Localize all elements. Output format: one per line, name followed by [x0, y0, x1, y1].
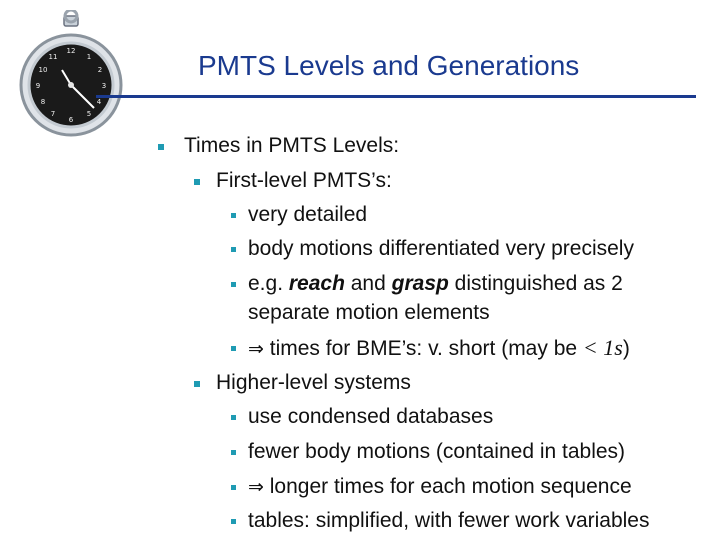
bullet-marker [231, 450, 236, 455]
bullet-marker [158, 144, 164, 150]
bullet-text: body motions differentiated very precisely [248, 237, 634, 260]
svg-text:9: 9 [35, 82, 41, 90]
implies-arrow-icon: ⇒ [248, 338, 264, 360]
bullet-text: and [344, 272, 392, 295]
svg-text:1: 1 [86, 53, 92, 61]
bullet-tables [248, 507, 649, 535]
svg-text:4: 4 [96, 98, 102, 106]
bullet-text: First-level PMTS’s: [216, 169, 392, 192]
bullet-higher-level [216, 369, 411, 397]
bullet-text: very detailed [248, 203, 368, 226]
math-expression: < 1s [582, 335, 623, 360]
svg-text:7: 7 [50, 110, 56, 118]
emphasis-grasp: grasp [391, 272, 449, 295]
bullet-text: distinguished as 2 [448, 272, 623, 295]
bullet-marker [231, 346, 236, 351]
bullet-marker [231, 282, 236, 287]
bullet-text: e.g. [248, 272, 289, 295]
slide-title: PMTS Levels and Generations [198, 50, 580, 81]
bullet-marker [231, 519, 236, 524]
bullet-example [248, 270, 623, 298]
bullet-marker [194, 381, 200, 387]
emphasis-reach: reach [288, 272, 345, 295]
bullet-marker [231, 485, 236, 490]
bullet-text: tables: simplified, with fewer work variables [248, 509, 650, 532]
bullet-example-continued [248, 299, 490, 327]
bullet-text: ) [622, 337, 630, 360]
bullet-text: separate motion elements [248, 301, 490, 324]
svg-text:5: 5 [86, 110, 92, 118]
bullet-text: use condensed databases [248, 405, 494, 428]
bullet-very-detailed [248, 201, 367, 229]
bullet-text: Higher-level systems [216, 371, 411, 394]
bullet-marker [231, 247, 236, 252]
bullet-fewer-motions [248, 438, 625, 466]
bullet-text: fewer body motions (contained in tables) [248, 440, 626, 463]
bullet-text: longer times for each motion sequence [263, 475, 632, 498]
svg-text:2: 2 [97, 66, 103, 74]
bullet-longer-times [248, 473, 632, 501]
bullet-text: Times in PMTS Levels: [184, 134, 400, 157]
bullet-condensed [248, 403, 493, 431]
bullet-first-level [216, 167, 392, 195]
svg-text:10: 10 [38, 66, 48, 74]
svg-text:11: 11 [48, 53, 58, 61]
bullet-times-in-levels [184, 132, 399, 160]
bullet-bme-times [248, 334, 630, 363]
bullet-marker [231, 213, 236, 218]
bullet-body-motions [248, 235, 634, 263]
bullet-text: times for BME’s: v. short (may be [263, 337, 583, 360]
svg-text:6: 6 [68, 116, 74, 124]
svg-text:8: 8 [40, 98, 46, 106]
bullet-marker [194, 179, 200, 185]
implies-arrow-icon: ⇒ [248, 476, 264, 498]
svg-text:12: 12 [66, 47, 76, 55]
bullet-marker [231, 415, 236, 420]
svg-text:3: 3 [101, 82, 107, 90]
